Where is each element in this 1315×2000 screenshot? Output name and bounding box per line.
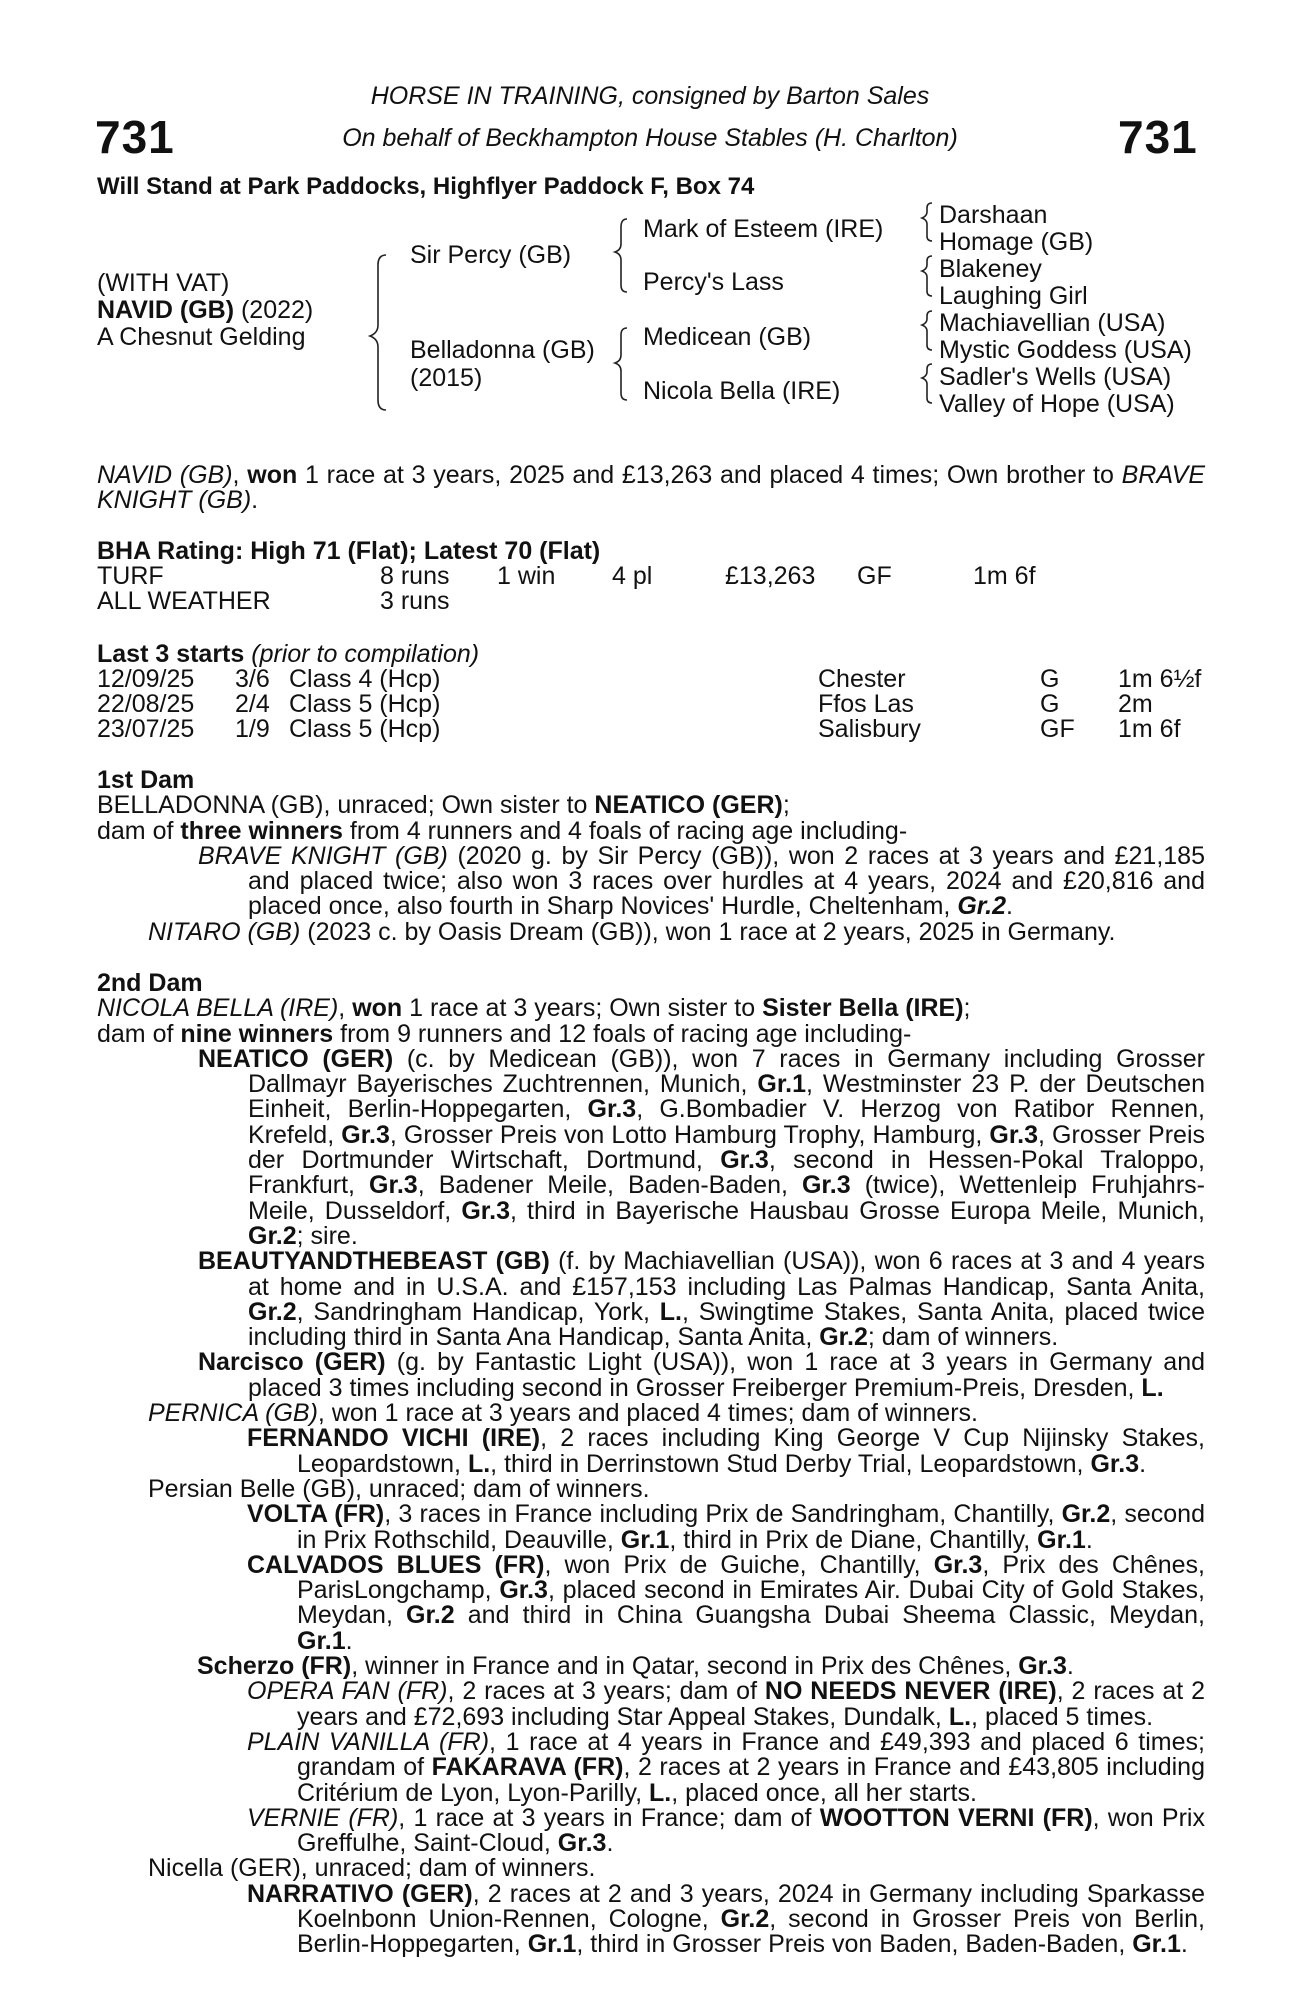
progeny-brave-knight: BRAVE KNIGHT (GB) (2020 g. by Sir Percy (GB)), won 2 races at 3 years and £21,185 and placed twice; also won 3 races over hurdles at 4 years, 2024 and £20,816 and placed once, also fourth in Sharp Novices' Hurdle, Cheltenham, Gr.2.	[198, 841, 1205, 921]
turf-prize: £13,263	[725, 562, 816, 590]
start-going: GF	[1040, 715, 1075, 743]
second-dam-produce: dam of nine winners from 9 runners and 12 foals of racing age including-	[97, 1019, 912, 1048]
progeny-volta: VOLTA (FR), 3 races in France including Prix de Sandringham, Chantilly, Gr.2, second in Prix Rothschild, Deauville, Gr.1, third in Prix de Diane, Chantilly, Gr.1.	[247, 1500, 1205, 1554]
pedigree-dam-sire: Medicean (GB)	[643, 323, 812, 351]
pedigree-dss: Machiavellian (USA)	[939, 309, 1166, 337]
turf-going: GF	[857, 562, 892, 590]
start-pos: 3/6	[235, 665, 270, 693]
bracket-main	[370, 255, 386, 410]
progeny-beautyandthebeast: BEAUTYANDTHEBEAST (GB) (f. by Machiavellian (USA)), won 6 races at 3 and 4 years at home and in U.S.A. and £157,153 including Las Palmas Handicap, Santa Anita, Gr.2, Sandringham Handicap, York, L., Swingtime Stakes, Santa Anita, placed twice including third in Santa Ana Handicap, Santa Anita, Gr.2; dam of winners.	[198, 1247, 1205, 1352]
second-dam-section	[97, 971, 1205, 1958]
horse-name: NAVID (GB)	[97, 296, 235, 324]
start-going: G	[1040, 690, 1060, 718]
bracket-dam	[615, 328, 627, 400]
stabling-line: Will Stand at Park Paddocks, Highflyer Paddock F, Box 74	[97, 173, 755, 200]
bracket-sd	[922, 256, 932, 296]
lot-number-left: 731	[95, 111, 175, 163]
progeny-plain-vanilla: PLAIN VANILLA (FR), 1 race at 4 years in France and £49,393 and placed 6 times; grandam of FAKARAVA (FR), 2 races at 2 years in France and £43,805 including Critérium de Lyon, Lyon-Parilly, L., placed once, all her starts.	[247, 1727, 1205, 1807]
progeny-calvados-blues: CALVADOS BLUES (FR), won Prix de Guiche, Chantilly, Gr.3, Prix des Chênes, ParisLongchamp, Gr.3, placed second in Emirates Air. Dubai City of Gold Stakes, Meydan, Gr.2 and third in China Guangsha Dubai Sheema Classic, Meydan, Gr.1.	[247, 1550, 1205, 1655]
race-summary: NAVID (GB), won 1 race at 3 years, 2025 and £13,263 and placed 4 times; Own brother to BRAVE KNIGHT (GB).	[97, 461, 1205, 515]
first-dam-title: 1st Dam	[97, 766, 195, 794]
start-distance: 1m 6f	[1118, 715, 1181, 743]
horse-description: A Chesnut Gelding	[97, 323, 306, 351]
progeny-neatico: NEATICO (GER) (c. by Medicean (GB)), won 7 races in Germany including Grosser Dallmayr Bayerisches Zuchtrennen, Munich, Gr.1, Westminster 23 P. der Deutschen Einheit, Berlin-Hoppegarten, Gr.3, G.Bombadier V. Herzog von Ratibor Rennen, Krefeld, Gr.3, Grosser Preis von Lotto Hamburg Trophy, Hamburg, Gr.3, Grosser Preis der Dortmunder Wirtschaft, Dortmund, Gr.3, second in Hessen-Pokal Traloppo, Frankfurt, Gr.3, Badener Meile, Baden-Baden, Gr.3 (twice), Wettenleip Fruhjahrs-Meile, Dusseldorf, Gr.3, third in Bayerische Hausbau Grosse Europa Meile, Munich, Gr.2; sire.	[198, 1044, 1206, 1250]
pedigree-sds: Blakeney	[939, 255, 1042, 283]
start-class: Class 5 (Hcp)	[289, 715, 441, 743]
pedigree-ddd: Valley of Hope (USA)	[939, 390, 1175, 418]
pedigree-dds: Sadler's Wells (USA)	[939, 363, 1172, 391]
turf-wins: 1 win	[497, 562, 556, 590]
bracket-dd	[922, 364, 932, 403]
pedigree-sire-sire: Mark of Esteem (IRE)	[643, 215, 884, 243]
start-date: 12/09/25	[97, 665, 195, 693]
progeny-pernica: PERNICA (GB), won 1 race at 3 years and placed 4 times; dam of winners.	[148, 1399, 978, 1428]
turf-distance: 1m 6f	[973, 562, 1036, 590]
progeny-narrativo: NARRATIVO (GER), 2 races at 2 and 3 years, 2024 in Germany including Sparkasse Koelnbonn Union-Rennen, Cologne, Gr.2, second in Grosser Preis von Berlin, Berlin-Hoppegarten, Gr.1, third in Grosser Preis von Baden, Baden-Baden, Gr.1.	[247, 1879, 1205, 1959]
start-course: Chester	[818, 665, 906, 693]
second-dam-title: 2nd Dam	[97, 969, 203, 997]
start-course: Salisbury	[818, 715, 921, 743]
start-going: G	[1040, 665, 1060, 693]
progeny-persian-belle: Persian Belle (GB), unraced; dam of winners.	[148, 1474, 650, 1503]
aw-runs: 3 runs	[380, 587, 450, 615]
progeny-scherzo: Scherzo (FR), winner in France and in Qatar, second in Prix des Chênes, Gr.3.	[197, 1652, 1074, 1681]
first-dam-produce: dam of three winners from 4 runners and 4 foals of racing age including-	[97, 816, 908, 845]
turf-runs: 8 runs	[380, 562, 450, 590]
progeny-nicella: Nicella (GER), unraced; dam of winners.	[148, 1854, 596, 1883]
last-3-starts-title: Last 3 starts (prior to compilation)	[97, 640, 480, 668]
pedigree-dam-year: (2015)	[410, 364, 483, 392]
bha-rating: BHA Rating: High 71 (Flat); Latest 70 (Flat)	[97, 537, 601, 565]
lot-number-right: 731	[1118, 111, 1198, 163]
pedigree-sire-dam: Percy's Lass	[643, 268, 784, 296]
pedigree-dsd: Mystic Goddess (USA)	[939, 336, 1192, 364]
horse-foaled-year: (2022)	[240, 296, 314, 324]
pedigree-ssd: Homage (GB)	[939, 228, 1094, 256]
turf-surface: TURF	[97, 562, 164, 590]
pedigree-sdd: Laughing Girl	[939, 282, 1088, 310]
turf-placed: 4 pl	[612, 562, 653, 590]
bracket-sire	[615, 219, 627, 292]
start-distance: 2m	[1118, 690, 1153, 718]
second-dam-line: NICOLA BELLA (IRE), won 1 race at 3 years; Own sister to Sister Bella (IRE);	[97, 994, 971, 1023]
start-date: 22/08/25	[97, 690, 195, 718]
start-distance: 1m 6½f	[1118, 665, 1202, 693]
pedigree-sire: Sir Percy (GB)	[410, 241, 572, 269]
aw-surface: ALL WEATHER	[97, 587, 271, 615]
start-pos: 2/4	[235, 690, 270, 718]
progeny-fernando-vichi: FERNANDO VICHI (IRE), 2 races including King George V Cup Nijinsky Stakes, Leopardstown, L., third in Derrinstown Stud Derby Trial, Leopardstown, Gr.3.	[247, 1424, 1205, 1478]
start-pos: 1/9	[235, 715, 270, 743]
progeny-narcisco: Narcisco (GER) (g. by Fantastic Light (USA)), won 1 race at 3 years in Germany and placed 3 times including second in Grosser Freiberger Premium-Preis, Dresden, L.	[198, 1348, 1205, 1402]
first-dam-section	[97, 768, 1205, 945]
start-class: Class 5 (Hcp)	[289, 690, 441, 718]
progeny-opera-fan: OPERA FAN (FR), 2 races at 3 years; dam of NO NEEDS NEVER (IRE), 2 races at 2 years and £72,693 including Star Appeal Stakes, Dundalk, L., placed 5 times.	[247, 1677, 1205, 1731]
start-class: Class 4 (Hcp)	[289, 665, 441, 693]
pedigree-dam: Belladonna (GB)	[410, 336, 595, 364]
consignor-line: On behalf of Beckhampton House Stables (H. Charlton)	[342, 124, 958, 152]
start-course: Ffos Las	[818, 690, 914, 718]
progeny-nitaro: NITARO (GB) (2023 c. by Oasis Dream (GB)), won 1 race at 2 years, 2025 in Germany.	[148, 917, 1116, 946]
vat-note: (WITH VAT)	[97, 269, 230, 297]
first-dam-line: BELLADONNA (GB), unraced; Own sister to NEATICO (GER);	[97, 791, 790, 820]
consignment-line: HORSE IN TRAINING, consigned by Barton Sales	[370, 82, 930, 110]
start-date: 23/07/25	[97, 715, 195, 743]
progeny-vernie: VERNIE (FR), 1 race at 3 years in France; dam of WOOTTON VERNI (FR), won Prix Greffulhe, Saint-Cloud, Gr.3.	[247, 1803, 1205, 1858]
pedigree-sss: Darshaan	[939, 201, 1048, 229]
bracket-ss	[922, 203, 932, 241]
pedigree-dam-dam: Nicola Bella (IRE)	[643, 377, 841, 405]
bracket-ds	[922, 311, 932, 350]
